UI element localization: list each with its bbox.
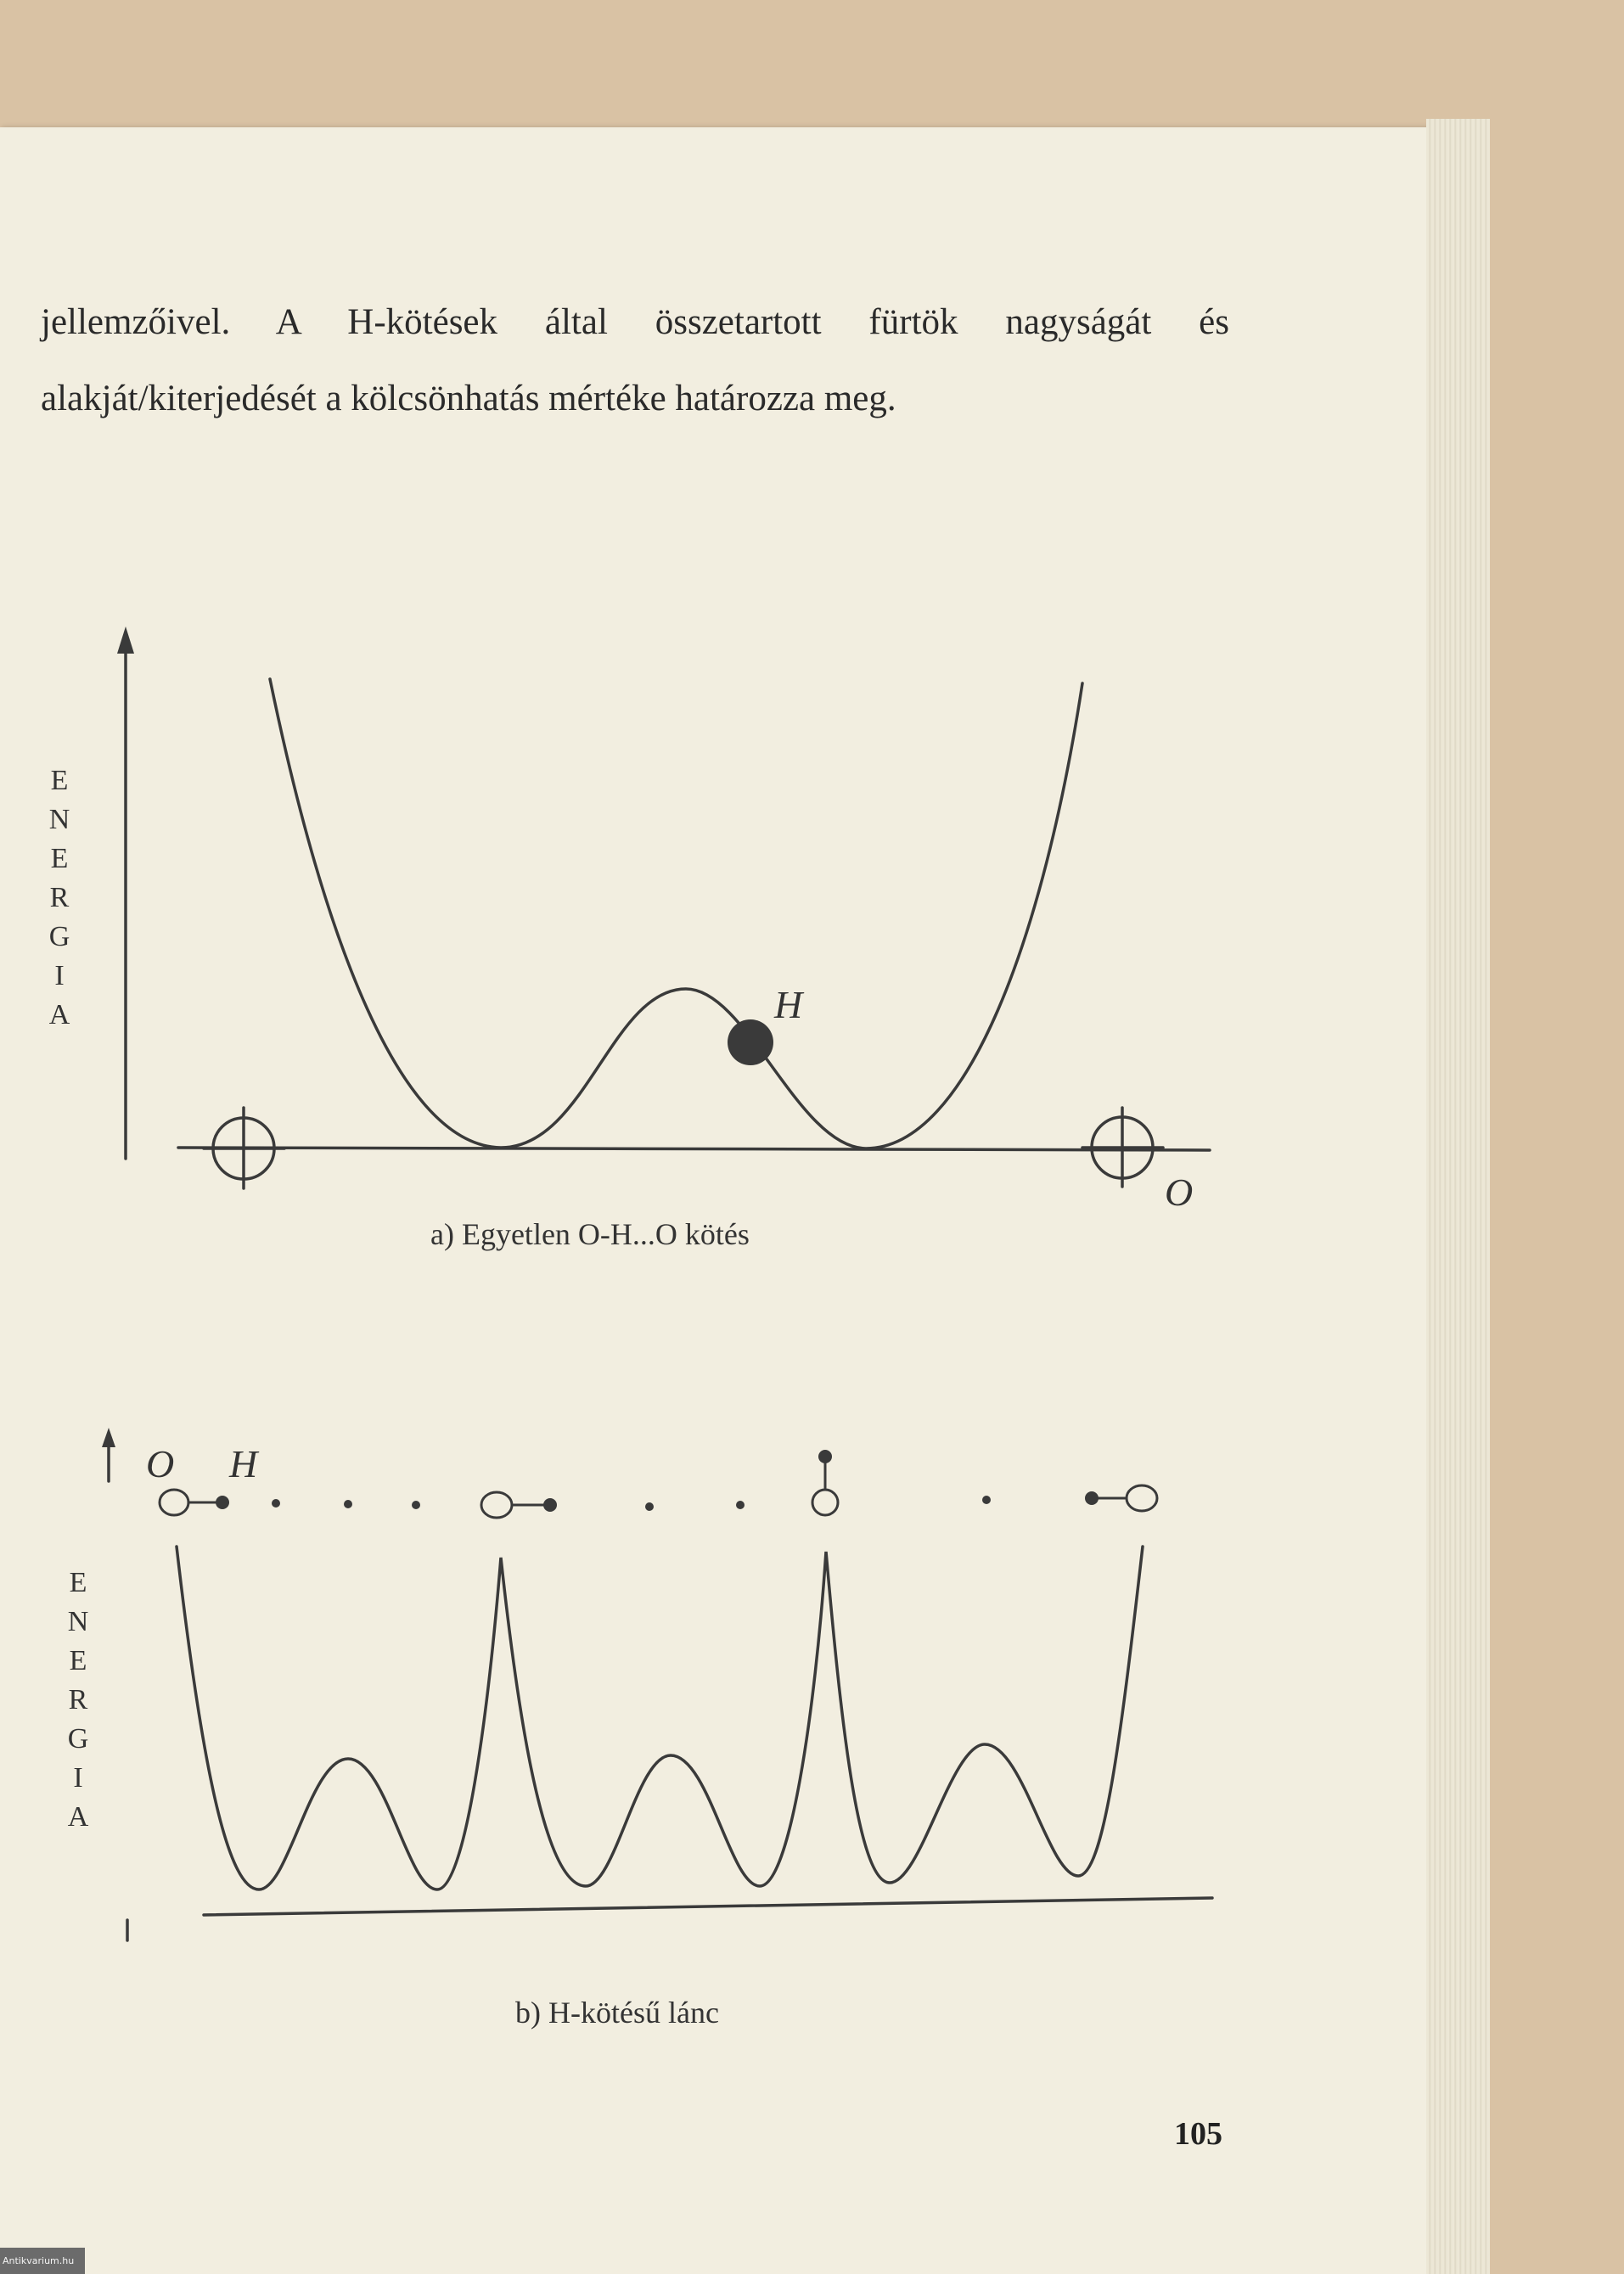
site-watermark: Antikvarium.hu	[0, 2248, 85, 2274]
figure-b-energy-letter: E	[69, 1567, 87, 1598]
paragraph-line-2: alakját/kiterjedését a kölcsönhatás mértéke határozza meg.	[41, 379, 896, 418]
figure-b-potential-curve	[177, 1547, 1143, 1889]
figure-b-hydrogen-dots	[272, 1496, 991, 1511]
figure-b-energy-letter: A	[67, 1801, 89, 1833]
figure-b-energy-letter: R	[68, 1684, 88, 1715]
figure-b-baseline	[204, 1898, 1212, 1915]
figure-b-energy-letter: G	[67, 1723, 89, 1755]
figure-a-energy-letter: G	[48, 921, 70, 952]
figure-b-energy-letter: N	[67, 1606, 89, 1637]
figure-a-potential-curve	[270, 679, 1082, 1148]
figure-a-h-label: H	[774, 983, 803, 1026]
figure-b-energy-letter: I	[73, 1762, 83, 1794]
figure-a-energy-letter: A	[48, 999, 70, 1030]
figure-a-energy-letter: E	[50, 765, 69, 796]
figure-a-energy-letter: I	[54, 960, 65, 991]
figure-a-hydrogen-atom	[728, 1019, 773, 1065]
figure-a-energy-letter: N	[48, 804, 70, 835]
figure-b-y-axis-arrow	[102, 1428, 115, 1447]
figure-b-molecule-oh-1	[160, 1490, 229, 1515]
figure-a-energy-letter: R	[49, 882, 70, 913]
figure-b-molecule-oh-vertical	[812, 1450, 838, 1515]
figure-b-h-label: H	[229, 1442, 258, 1485]
figure-b-o-label: O	[146, 1442, 175, 1485]
figure-a-oxygen-right	[1082, 1108, 1163, 1187]
figure-a-caption: a) Egyetlen O-H...O kötés	[430, 1217, 750, 1251]
figure-b-molecule-ho-right	[1085, 1485, 1157, 1511]
figure-b-caption: b) H-kötésű lánc	[515, 1996, 719, 2030]
figure-a-y-axis-arrow	[117, 626, 134, 654]
figure-a-o-label: O	[1165, 1171, 1194, 1214]
figure-a-energy-letter: E	[50, 843, 69, 874]
figure-b-energy-letter: E	[69, 1645, 87, 1676]
figure-b-molecule-oh-2	[481, 1492, 557, 1518]
page-number: 105	[1174, 2116, 1222, 2152]
figure-a-oxygen-left	[204, 1108, 284, 1188]
paragraph-line-1: jellemzőivel. A H-kötések által összetartott fürtök nagyságát és	[41, 302, 1229, 342]
figure-a-baseline	[178, 1148, 1210, 1150]
